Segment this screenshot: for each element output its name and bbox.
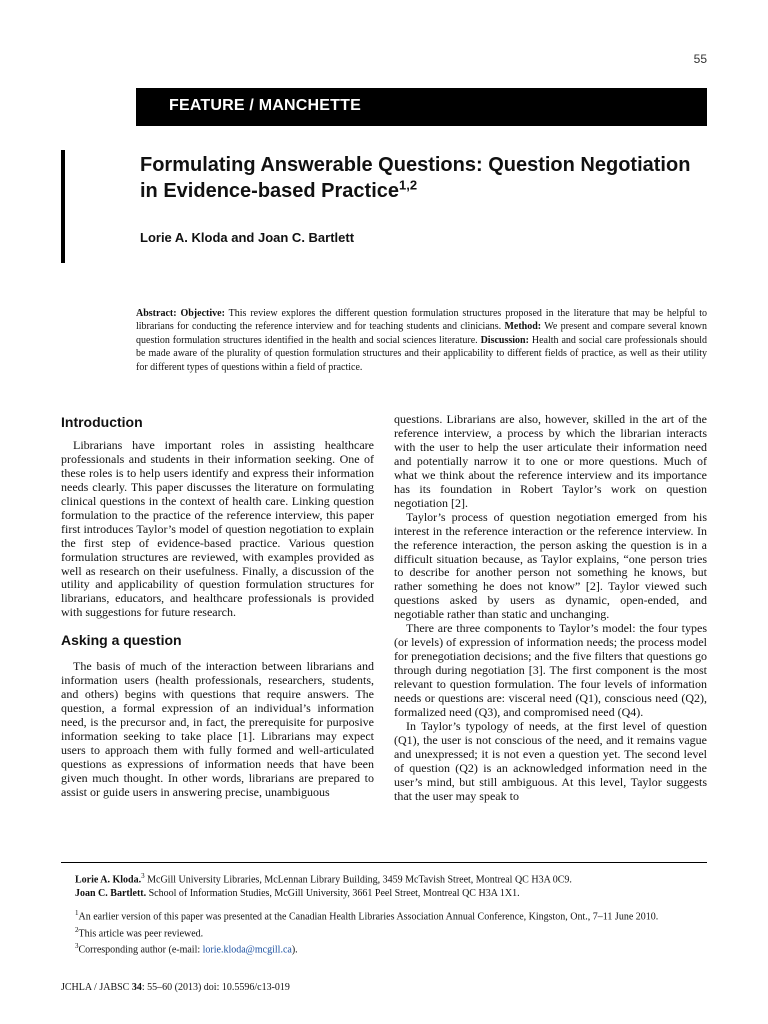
introduction-heading: Introduction bbox=[61, 414, 143, 430]
footnote-1 bbox=[75, 907, 707, 924]
section-banner: FEATURE / MANCHETTE bbox=[136, 88, 707, 126]
title-footnote-marks: 1,2 bbox=[399, 177, 418, 193]
method-label: Method: bbox=[504, 321, 542, 333]
footnote-3 bbox=[75, 940, 707, 957]
asking-question-paragraph: The basis of much of the interaction between librarians and information users (health professionals, researchers, students, and others) begins with questions that require answers. The question, a formal expression of an individual’s information need, is the precursor and, in fact, the prerequisite for purposive information seeking to take place [1]. Librarians may expect users to approach them with fully formed and well-articulated questions as expressions of information needs that have been given much thought. In other words, librarians are prepared to assist or guide users in answering precise, unambiguous bbox=[61, 659, 374, 799]
footnote-2-text: This article was peer reviewed. bbox=[78, 927, 204, 939]
right-column bbox=[394, 413, 707, 804]
footnote-3-mark: 3 bbox=[75, 942, 79, 951]
asking-question-heading: Asking a question bbox=[61, 632, 182, 649]
left-column bbox=[61, 413, 374, 800]
author-affiliations bbox=[75, 869, 707, 901]
journal-volume: 34 bbox=[131, 982, 142, 993]
discussion-label: Discussion: bbox=[480, 334, 529, 346]
introduction-paragraph: Librarians have important roles in assisting healthcare professionals and students in their information seeking. One of these roles is to help users identify and express their information needs clearly. This paper discusses the literature on formulating clinical questions in the context of health care. Linking question formulation to the practice of the reference interview, this paper first introduces Taylor’s model of question negotiation to explain the first step of evidence-based practice. Various question formulation structures are reviewed, with examples provided as well as research on their usefulness. Finally, a discussion of the utility and applicability of question formulation structures for librarians, educators, and healthcare professionals is provided with suggestions for future research. bbox=[61, 437, 374, 620]
abstract-label: Abstract: bbox=[136, 308, 177, 319]
body-paragraph-3: There are three components to Taylor’s model: the four types (or levels) of expression of information needs; the process model for prenegotiation decisions; and the five filters that questions go through during negotiation [3]. The first component is the most relevant to question formulation. The four levels of information needs or questions are: visceral need (Q1), conscious need (Q2), formalized need (Q3), and compromised need (Q4). bbox=[394, 621, 707, 720]
footer-divider bbox=[61, 862, 707, 863]
author1-mark: 3 bbox=[141, 872, 145, 880]
article-title bbox=[140, 152, 700, 204]
body-paragraph-2: Taylor’s process of question negotiation emerged from his interest in the reference interaction or the reference interview. In the reference interaction, the person asking the question is in a difficult situation because, as Taylor explains, “one person tries to describe for another person not something he knows, but rather something he does not know” [2]. Taylor viewed such questions asked by users as dynamic, open-ended, and negotiable rather than static and unchanging. bbox=[394, 509, 707, 622]
footnote-3-prefix: Corresponding author (e-mail: bbox=[78, 944, 203, 956]
discussion-text: Health and social care professionals should be made aware of the plurality of question formulation structures and their applicability to different fields of practice, as well as their utility for different types of questions within a field of practice. bbox=[136, 334, 708, 373]
journal-citation-details: : 55–60 (2013) doi: 10.5596/c13-019 bbox=[141, 982, 290, 993]
author1-affiliation: McGill University Libraries, McLennan Library Building, 3459 McTavish Street, Montreal QC H3A 0C9. bbox=[144, 874, 572, 886]
body-paragraph-1: questions. Librarians are also, however, skilled in the art of the reference interview, a process by which the librarian interacts with the user to help the user articulate their information need and potentially narrow it to one or more questions. Much of what we think about the reference interview and its importance has its foundation in Robert Taylor’s work on question negotiation [2]. bbox=[394, 412, 707, 510]
journal-name: JCHLA / JABSC bbox=[61, 982, 132, 993]
footnote-2 bbox=[75, 924, 707, 941]
journal-citation bbox=[61, 982, 290, 993]
footnote-1-mark: 1 bbox=[75, 909, 79, 917]
title-block bbox=[61, 150, 715, 263]
author2-name: Joan C. Bartlett. bbox=[75, 888, 147, 900]
footnote-1-text: An earlier version of this paper was presented at the Canadian Health Libraries Association Annual Conference, Kingston, Ont., 7–11 June 2010. bbox=[78, 911, 659, 923]
objective-text: This review explores the different question formulation structures proposed in the literature that may be helpful to librarians for conducting the reference interview and for teaching students and clinicians. bbox=[136, 308, 708, 333]
article-title-text: Formulating Answerable Questions: Question Negotiation in Evidence-based Practice bbox=[140, 154, 691, 202]
corresponding-email-link[interactable]: lorie.kloda@mcgill.ca bbox=[202, 944, 292, 956]
footnotes bbox=[75, 907, 707, 957]
abstract bbox=[136, 307, 707, 374]
method-text: We present and compare several known question formulation structures identified in the health and social sciences literature. bbox=[136, 321, 708, 346]
page-number: 55 bbox=[693, 52, 707, 66]
body-paragraph-4: In Taylor’s typology of needs, at the first level of question (Q1), the user is not conscious of the need, and it remains vague and unexpressed; it is not even a question yet. The second level of question (Q2) is an acknowledged information need in the user’s mind, but still ambiguous. At this level, Taylor suggests that the user may speak to bbox=[394, 718, 707, 803]
footnote-3-suffix: ). bbox=[291, 944, 298, 956]
footnote-2-mark: 2 bbox=[75, 925, 79, 934]
article-authors: Lorie A. Kloda and Joan C. Bartlett bbox=[140, 230, 355, 245]
objective-label: Objective: bbox=[180, 308, 225, 319]
author2-affiliation: School of Information Studies, McGill University, 3661 Peel Street, Montreal QC H3A 1X1. bbox=[146, 888, 520, 900]
author1-name: Lorie A. Kloda. bbox=[75, 874, 142, 886]
